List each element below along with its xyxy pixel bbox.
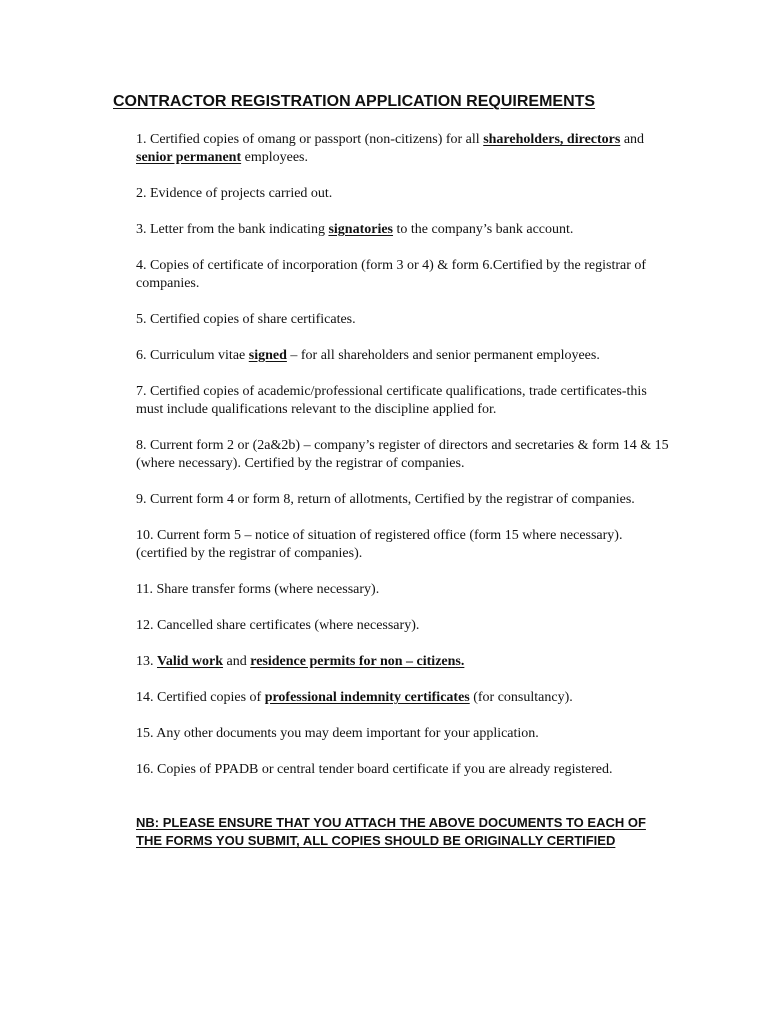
note-text: NB: PLEASE ENSURE THAT YOU ATTACH THE ABOVE DOCUMENTS TO EACH OF THE FORMS YOU SUBMIT, ALL COPIES SHOULD BE ORIGINALLY CERTIFIED	[136, 815, 646, 848]
list-item: 12. Cancelled share certificates (where necessary).	[136, 618, 420, 633]
list-item: 15. Any other documents you may deem important for your application.	[136, 726, 539, 741]
list-item: 10. Current form 5 – notice of situation of registered office (form 15 where necessary). (certified by the registrar of companies).	[136, 528, 623, 561]
requirements-list	[136, 131, 676, 797]
list-item: 1. Certified copies of omang or passport (non-citizens) for all shareholders, directors and senior permanent employees.	[136, 132, 645, 165]
list-item: 8. Current form 2 or (2a&2b) – company’s register of directors and secretaries & form 14 & 15 (where necessary). Certified by the registrar of companies.	[136, 438, 669, 471]
list-item: 11. Share transfer forms (where necessary).	[136, 582, 380, 597]
list-item: 13. Valid work and residence permits for non – citizens.	[136, 654, 465, 669]
list-item: 6. Curriculum vitae signed – for all shareholders and senior permanent employees.	[136, 348, 600, 363]
list-item: 7. Certified copies of academic/professional certificate qualifications, trade certificates-this must include qualifications relevant to the discipline applied for.	[136, 384, 647, 417]
list-item: 16. Copies of PPADB or central tender board certificate if you are already registered.	[136, 762, 613, 777]
page-title: CONTRACTOR REGISTRATION APPLICATION REQUIREMENTS	[113, 93, 596, 110]
list-item: 9. Current form 4 or form 8, return of allotments, Certified by the registrar of companies.	[136, 492, 635, 507]
list-item: 4. Copies of certificate of incorporation (form 3 or 4) & form 6.Certified by the registrar of companies.	[136, 258, 647, 291]
list-item: 3. Letter from the bank indicating signatories to the company’s bank account.	[136, 222, 574, 237]
list-item: 5. Certified copies of share certificates.	[136, 312, 356, 327]
list-item: 2. Evidence of projects carried out.	[136, 186, 333, 201]
list-item: 14. Certified copies of professional indemnity certificates (for consultancy).	[136, 690, 573, 705]
